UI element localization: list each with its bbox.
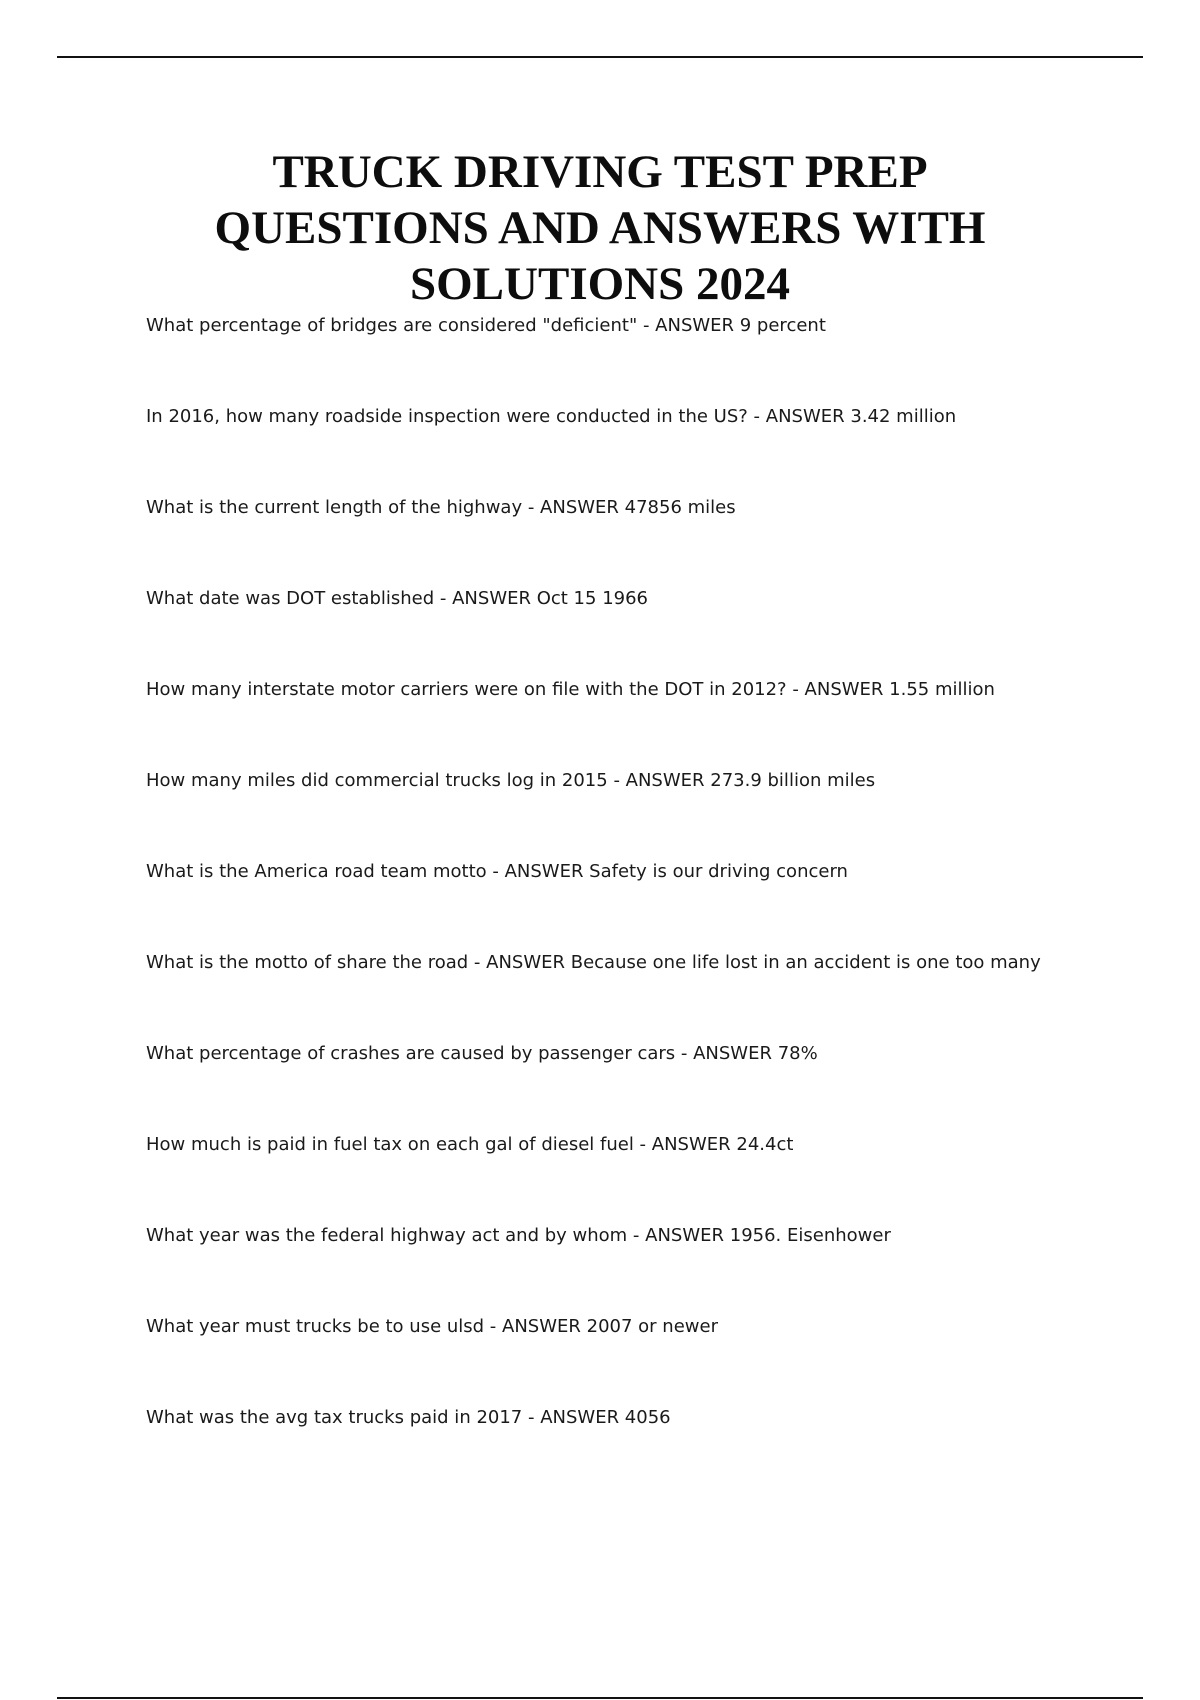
qa-item: How many miles did commercial trucks log in 2015 - ANSWER 273.9 billion miles <box>146 770 876 791</box>
qa-item: What percentage of bridges are considered "deficient" - ANSWER 9 percent <box>146 315 826 336</box>
title-line: QUESTIONS AND ANSWERS WITH <box>214 202 986 254</box>
bottom-rule <box>57 1697 1143 1699</box>
title-line: SOLUTIONS 2024 <box>409 258 791 310</box>
qa-list <box>146 312 1146 1495</box>
qa-item: What is the America road team motto - ANSWER Safety is our driving concern <box>146 861 848 882</box>
qa-item: What year must trucks be to use ulsd - ANSWER 2007 or newer <box>146 1316 718 1337</box>
qa-item: What is the current length of the highway - ANSWER 47856 miles <box>146 497 736 518</box>
document-title <box>60 144 1140 312</box>
qa-item: What was the avg tax trucks paid in 2017 - ANSWER 4056 <box>146 1407 671 1428</box>
qa-item: What is the motto of share the road - ANSWER Because one life lost in an accident is one too many <box>146 952 1041 973</box>
qa-item: In 2016, how many roadside inspection were conducted in the US? - ANSWER 3.42 million <box>146 406 957 427</box>
qa-item: How many interstate motor carriers were on file with the DOT in 2012? - ANSWER 1.55 million <box>146 679 995 700</box>
qa-item: How much is paid in fuel tax on each gal of diesel fuel - ANSWER 24.4ct <box>146 1134 794 1155</box>
qa-item: What percentage of crashes are caused by passenger cars - ANSWER 78% <box>146 1043 818 1064</box>
title-line: TRUCK DRIVING TEST PREP <box>272 146 928 198</box>
qa-item: What date was DOT established - ANSWER Oct 15 1966 <box>146 588 648 609</box>
top-rule <box>57 56 1143 58</box>
qa-item: What year was the federal highway act and by whom - ANSWER 1956. Eisenhower <box>146 1225 891 1246</box>
